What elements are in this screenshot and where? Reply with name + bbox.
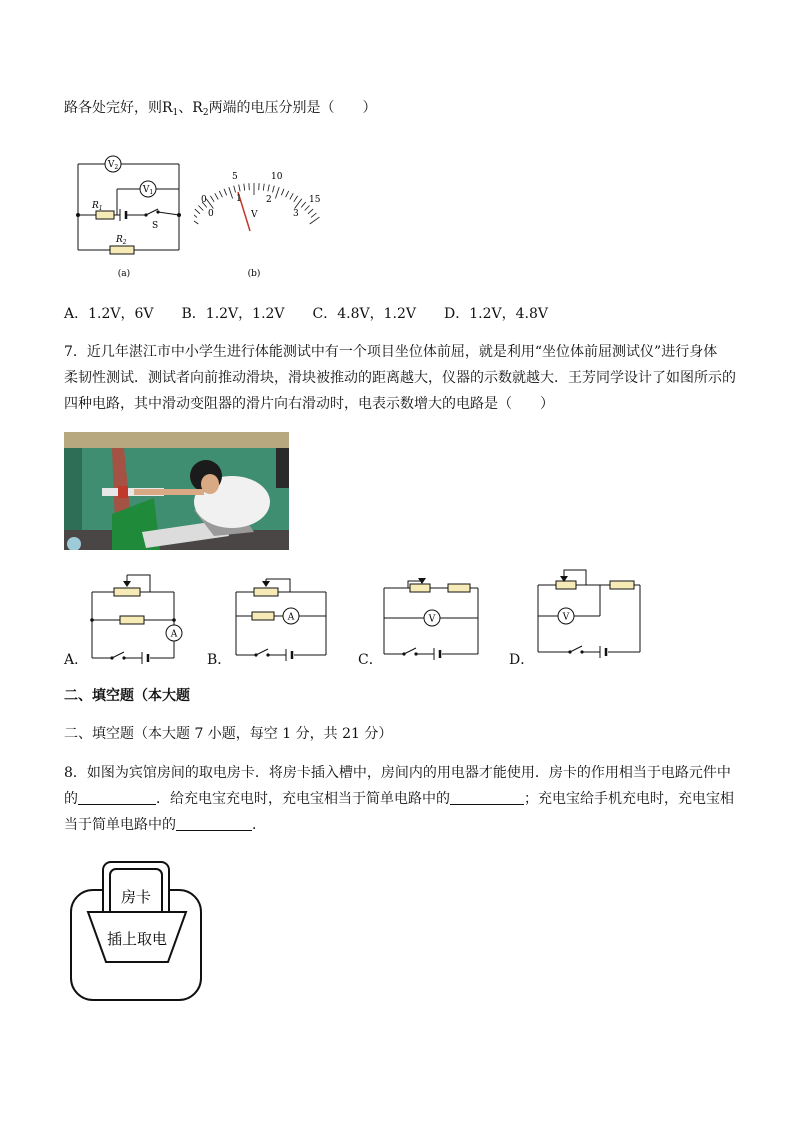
- q7-option-d-label: D．: [509, 652, 535, 668]
- q8-stem-line-1: 8．如图为宾馆房间的取电房卡．将房卡插入槽中，房间内的用电器才能使用．房卡的作用相当于电路元件中: [64, 765, 731, 781]
- q8-blank-1[interactable]: [78, 788, 156, 805]
- q6-voltmeter-dial-b: [194, 168, 324, 282]
- figure-a-caption: (a): [117, 269, 131, 279]
- q7-circuit-options: [64, 568, 704, 668]
- q6-stem-post: 两端的电压分别是（ ）: [208, 100, 377, 116]
- dial-tick-mark: [273, 186, 275, 193]
- q7-option-a-label: A．: [64, 652, 89, 668]
- dial-tick-mark: [308, 209, 313, 214]
- dial-tick-mark: [194, 213, 197, 217]
- switch-label: S: [152, 221, 159, 231]
- q7-d-meter-label: V: [562, 612, 570, 623]
- q7-option-c-label: C．: [358, 652, 383, 668]
- dial-tick-mark: [305, 206, 310, 211]
- section-line: 二、填空题（本大题 7 小题，每空 1 分，共 21 分）: [64, 726, 393, 742]
- v2-meter-label: $V_2$: [107, 160, 119, 171]
- dial-tick-mark: [281, 189, 284, 196]
- q7-stem-line-3: 四种电路，其中滑动变阻器的滑片向右滑动时，电表示数增大的电路是（ ）: [64, 396, 554, 412]
- figure-b-caption: (b): [247, 269, 261, 279]
- card-slot-label: 插上取电: [106, 930, 168, 948]
- dial-bottom-tick-3: 3: [293, 209, 299, 219]
- r1-subscript: 1: [172, 108, 179, 118]
- q8-stem-line-2: 的 ．给充电宝充电时，充电宝相当于简单电路中的 ；充电宝给手机充电时，充电宝相: [64, 787, 734, 811]
- dial-tick-mark: [268, 185, 269, 192]
- dial-tick-mark: [198, 206, 203, 211]
- q8-blank-2[interactable]: [450, 788, 524, 805]
- dial-tick-mark: [290, 193, 293, 199]
- dial-tick-mark: [263, 184, 264, 191]
- q6-separator: 、: [178, 100, 193, 116]
- r1-symbol: R: [162, 100, 173, 116]
- r2-subscript: 2: [202, 108, 209, 118]
- dial-tick-mark: [310, 217, 320, 224]
- q7-circuit-c: [380, 568, 490, 666]
- dial-tick-mark: [234, 186, 236, 193]
- dial-tick-mark: [286, 191, 289, 197]
- sit-and-reach-photo: [64, 432, 289, 550]
- q7-c-meter-label: V: [428, 614, 436, 625]
- q6-circuit-figure-a: [66, 150, 196, 282]
- q7-b-meter-label: A: [287, 612, 295, 623]
- section-heading: 二、填空题（本大题: [64, 688, 190, 704]
- dial-tick-mark: [301, 202, 306, 207]
- dial-top-tick-15: 15: [309, 195, 321, 205]
- dial-bottom-tick-0: 0: [208, 209, 214, 219]
- dial-tick-mark: [210, 196, 214, 202]
- dial-bottom-tick-2: 2: [266, 195, 272, 205]
- q6-options: A．1.2V，6V B．1.2V，1.2V C．4.8V，1.2V D．1.2V，4.8V: [64, 306, 548, 322]
- q8-stem-line-3: 当于简单电路中的 ．: [64, 813, 266, 837]
- dial-tick-mark: [219, 191, 222, 197]
- q7-circuit-d: [534, 568, 644, 666]
- dial-tick-mark: [194, 217, 198, 224]
- dial-tick-mark: [215, 193, 218, 199]
- r2-symbol: R: [192, 100, 203, 116]
- q7-circuit-b: [230, 568, 340, 666]
- dial-top-tick-5: 5: [232, 172, 238, 182]
- dial-top-tick-0: 0: [201, 195, 207, 205]
- dial-bottom-tick-1: 1: [236, 194, 242, 204]
- dial-tick-mark: [295, 199, 302, 209]
- r1-label: $R_1$: [92, 201, 103, 212]
- dial-tick-mark: [239, 185, 240, 192]
- dial-tick-mark: [229, 187, 233, 198]
- dial-tick-mark: [311, 213, 317, 217]
- q7-stem-line-2: 柔韧性测试．测试者向前推动滑块，滑块被推动的距离越大，仪器的示数就越大．王芳同学设计了如图所示的: [64, 370, 736, 386]
- q7-stem-line-1: 7．近几年湛江市中小学生进行体能测试中有一个项目坐位体前屈，就是利用“坐位体前屈测试仪”进行身体: [64, 344, 718, 360]
- room-card-label: 房卡: [120, 888, 152, 906]
- dial-tick-mark: [206, 199, 213, 209]
- dial-tick-mark: [294, 196, 298, 202]
- dial-tick-mark: [244, 184, 245, 191]
- q8-blank-3[interactable]: [176, 814, 252, 831]
- room-card-figure: [68, 860, 204, 1004]
- dial-unit: V: [251, 210, 258, 220]
- q7-a-meter-label: A: [170, 629, 178, 640]
- dial-tick-mark: [275, 187, 279, 198]
- q6-stem-pre: 路各处完好，则: [64, 100, 162, 116]
- q7-circuit-a: [88, 568, 208, 666]
- q7-option-b-label: B．: [207, 652, 232, 668]
- q6-stem: [64, 96, 377, 125]
- dial-tick-mark: [195, 209, 200, 214]
- dial-tick-mark: [224, 189, 227, 196]
- v1-meter-label: $V_1$: [142, 185, 154, 196]
- dial-top-tick-10: 10: [271, 172, 283, 182]
- r2-label: $R_2$: [116, 235, 127, 246]
